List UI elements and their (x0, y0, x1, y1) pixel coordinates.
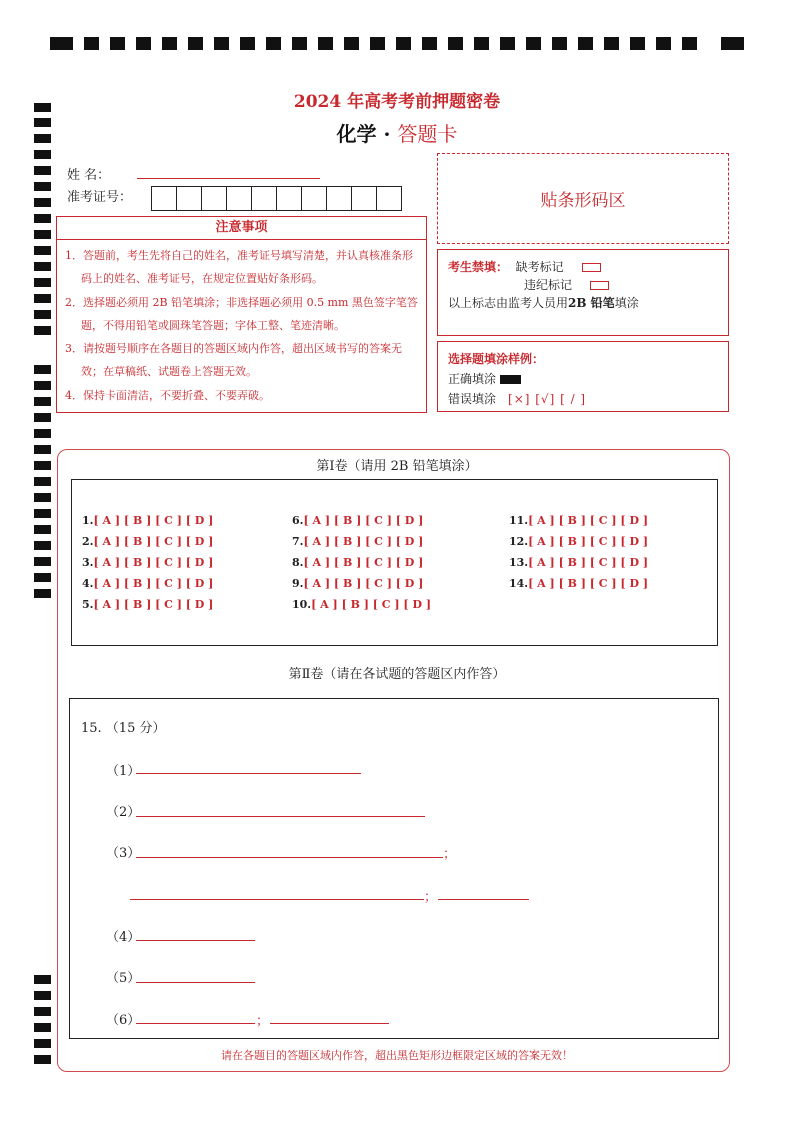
id-label: 准考证号： (67, 190, 133, 205)
choice-row[interactable]: 11.[ A ] [ B ] [ C ] [ D ] (509, 514, 649, 527)
sub-5-label: （5） (106, 971, 141, 986)
choice-row[interactable]: 3.[ A ] [ B ] [ C ] [ D ] (82, 556, 214, 569)
fill-sample-panel (437, 341, 729, 412)
separator: ； (424, 890, 438, 905)
answer-line-4[interactable] (136, 940, 255, 941)
wrong-fill-label: 错误填涂 (448, 392, 497, 406)
sub-3-label: （3） (106, 846, 141, 861)
id-cell[interactable] (176, 186, 202, 211)
barcode-area (437, 153, 729, 244)
id-cell[interactable] (151, 186, 177, 211)
notice-panel (56, 240, 427, 413)
filled-mark (500, 375, 521, 384)
sheet-type: 答题卡 (397, 122, 458, 146)
separator: ； (443, 847, 457, 862)
sub-4-label: （4） (106, 930, 141, 945)
wrong-fill-marks: [×] [√] [ / ] (508, 392, 587, 406)
id-cell[interactable] (301, 186, 327, 211)
choice-row[interactable]: 8.[ A ] [ B ] [ C ] [ D ] (292, 556, 424, 569)
answer-line-6a[interactable] (136, 1023, 255, 1024)
proctor-note: 以上标志由监考人员用 (448, 296, 569, 310)
choice-row[interactable]: 2.[ A ] [ B ] [ C ] [ D ] (82, 535, 214, 548)
id-cell[interactable] (351, 186, 377, 211)
violation-label: 违纪标记 (524, 278, 573, 292)
part1-title: 第Ⅰ卷（请用 2B 铅笔填涂） (316, 459, 478, 474)
proctor-note-pencil: 2B 铅笔 (568, 296, 615, 310)
choice-row[interactable]: 14.[ A ] [ B ] [ C ] [ D ] (509, 577, 649, 590)
footer-warning: 请在各题目的答题区域内作答，超出黑色矩形边框限定区域的答案无效！ (221, 1049, 573, 1062)
id-cell[interactable] (201, 186, 227, 211)
part2-title: 第Ⅱ卷（请在各试题的答题区内作答） (288, 667, 506, 682)
correct-fill-label: 正确填涂 (448, 372, 497, 386)
sample-title: 选择题填涂样例： (448, 352, 545, 366)
separator: ； (256, 1014, 270, 1029)
barcode-label: 贴条形码区 (540, 191, 626, 211)
notice-item: 1．答题前，考生先将自己的姓名，准考证号填写清楚，并认真核准条形码上的姓名、准考证号，在规定位置贴好条形码。 (65, 249, 413, 286)
id-cell[interactable] (251, 186, 277, 211)
absent-mark-box[interactable] (582, 263, 601, 272)
exam-id-field[interactable] (151, 186, 401, 211)
alignment-marker-strip (50, 37, 744, 51)
choice-row[interactable]: 12.[ A ] [ B ] [ C ] [ D ] (509, 535, 649, 548)
name-label: 姓 名： (67, 168, 111, 183)
id-cell[interactable] (326, 186, 352, 211)
answer-line-5[interactable] (136, 982, 255, 983)
subject-name: 化学 (336, 122, 377, 146)
exam-title: 2024 年高考考前押题密卷 (293, 92, 501, 112)
sub-2-label: （2） (106, 805, 141, 820)
id-cell[interactable] (376, 186, 402, 211)
answer-line-2[interactable] (136, 816, 425, 817)
choice-row[interactable]: 5.[ A ] [ B ] [ C ] [ D ] (82, 598, 214, 611)
choice-row[interactable]: 7.[ A ] [ B ] [ C ] [ D ] (292, 535, 424, 548)
question-15-title: 15. （15 分） (81, 721, 166, 736)
choice-row[interactable]: 6.[ A ] [ B ] [ C ] [ D ] (292, 514, 424, 527)
violation-mark-box[interactable] (590, 281, 609, 290)
answer-line-1[interactable] (136, 773, 361, 774)
choice-row[interactable]: 4.[ A ] [ B ] [ C ] [ D ] (82, 577, 214, 590)
proctor-only-panel (437, 249, 729, 336)
choice-row[interactable]: 13.[ A ] [ B ] [ C ] [ D ] (509, 556, 649, 569)
id-cell[interactable] (226, 186, 252, 211)
question-15-box (69, 698, 719, 1039)
answer-line-3c[interactable] (438, 899, 529, 900)
id-cell[interactable] (276, 186, 302, 211)
notice-item: 4．保持卡面清洁，不要折叠、不要弄破。 (65, 388, 270, 402)
choice-row[interactable]: 9.[ A ] [ B ] [ C ] [ D ] (292, 577, 424, 590)
proctor-title: 考生禁填： (448, 260, 509, 274)
name-field[interactable] (137, 178, 320, 179)
sheet-title (0, 118, 794, 147)
answer-line-6b[interactable] (270, 1023, 389, 1024)
proctor-note-suffix: 填涂 (614, 296, 639, 310)
title-separator: · (376, 122, 398, 146)
notice-item: 2．选择题必须用 2B 铅笔填涂；非选择题必须用 0.5 mm 黑色签字笔答题，不得用铅笔或圆珠笔答题；字体工整、笔迹清晰。 (65, 295, 418, 332)
sub-6-label: （6） (106, 1013, 141, 1028)
sub-1-label: （1） (106, 764, 141, 779)
choice-row[interactable]: 1.[ A ] [ B ] [ C ] [ D ] (82, 514, 214, 527)
notice-item: 3．请按题号顺序在各题目的答题区域内作答，超出区域书写的答案无效；在草稿纸、试题卷上答题无效。 (65, 342, 402, 379)
choice-answer-box (71, 479, 718, 646)
choice-row[interactable]: 10.[ A ] [ B ] [ C ] [ D ] (292, 598, 432, 611)
answer-line-3b[interactable] (130, 899, 424, 900)
notice-title: 注意事项 (56, 216, 427, 240)
answer-line-3a[interactable] (136, 857, 443, 858)
absent-label: 缺考标记 (515, 260, 564, 274)
